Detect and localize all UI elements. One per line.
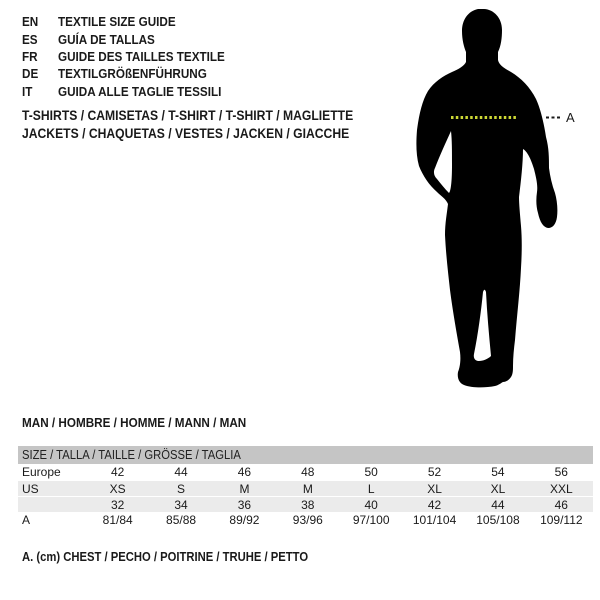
- size-table-header: SIZE / TALLA / TAILLE / GRÖSSE / TAGLIA: [18, 446, 593, 464]
- cell: XL: [490, 481, 506, 496]
- cell: 50: [364, 465, 378, 479]
- language-title: TEXTILGRÖßENFÜHRUNG: [58, 66, 207, 82]
- cell: XS: [109, 481, 126, 496]
- cell: M: [302, 481, 313, 496]
- row-label: US: [22, 481, 39, 496]
- size-table: [18, 446, 593, 528]
- cell: XL: [427, 481, 442, 496]
- cell: 105/108: [476, 513, 520, 527]
- cell: 34: [174, 497, 188, 512]
- language-title: TEXTILE SIZE GUIDE: [58, 14, 176, 30]
- man-silhouette: [416, 9, 557, 387]
- row-label: Europe: [22, 465, 61, 479]
- cell: 54: [491, 465, 505, 479]
- cell: 93/96: [292, 513, 323, 527]
- table-row-us: [18, 480, 593, 496]
- language-row-de: [22, 65, 243, 82]
- cell: M: [239, 481, 250, 496]
- cell: 89/92: [229, 513, 260, 527]
- cell: 40: [364, 497, 378, 512]
- cell: 38: [301, 497, 315, 512]
- language-code: FR: [22, 48, 38, 64]
- table-row-numeric: [18, 496, 593, 512]
- cell: 46: [554, 497, 568, 512]
- language-code: DE: [22, 66, 39, 82]
- cell: 56: [554, 465, 568, 479]
- cell: 97/100: [352, 513, 390, 527]
- footnote-chest: A. (cm) CHEST / PECHO / POITRINE / TRUHE / PETTO: [22, 550, 309, 564]
- cell: 46: [237, 465, 252, 479]
- cell: 44: [491, 497, 505, 512]
- cell: 42: [111, 465, 125, 479]
- language-code: ES: [22, 31, 38, 47]
- language-title: GUIDA ALLE TAGLIE TESSILI: [58, 83, 222, 99]
- row-label: A: [22, 513, 31, 527]
- cell: 101/104: [412, 513, 457, 527]
- cell: XXL: [549, 481, 573, 496]
- category-line-jackets: JACKETS / CHAQUETAS / VESTES / JACKEN / GIACCHE: [22, 125, 350, 141]
- man-silhouette-figure: [400, 5, 600, 400]
- category-line-tshirts: T-SHIRTS / CAMISETAS / T-SHIRT / T-SHIRT / MAGLIETTE: [22, 108, 354, 123]
- table-row-europe: [18, 464, 593, 480]
- language-row-it: [22, 83, 243, 100]
- cell: L: [367, 481, 375, 496]
- section-title-man: MAN / HOMBRE / HOMME / MANN / MAN: [22, 415, 247, 430]
- language-list: [22, 13, 243, 100]
- cell: S: [177, 481, 186, 496]
- language-row-fr: [22, 48, 243, 65]
- cell: 32: [111, 497, 125, 512]
- table-row-a-chest: [18, 512, 593, 528]
- cell: 48: [301, 465, 315, 479]
- cell: 44: [174, 465, 188, 479]
- language-row-es: [22, 30, 243, 47]
- language-row-en: [22, 13, 243, 30]
- cell: 85/88: [166, 513, 197, 527]
- cell: 109/112: [540, 513, 583, 527]
- language-title: GUIDE DES TAILLES TEXTILE: [58, 48, 225, 64]
- cell: 42: [427, 497, 442, 512]
- category-lines: [22, 107, 390, 142]
- measure-label-a: A: [566, 110, 575, 125]
- language-title: GUÍA DE TALLAS: [58, 31, 155, 47]
- cell: 36: [237, 497, 252, 512]
- cell: 52: [427, 465, 442, 479]
- language-code: EN: [22, 14, 39, 30]
- cell: 81/84: [102, 513, 133, 527]
- language-code: IT: [22, 83, 33, 99]
